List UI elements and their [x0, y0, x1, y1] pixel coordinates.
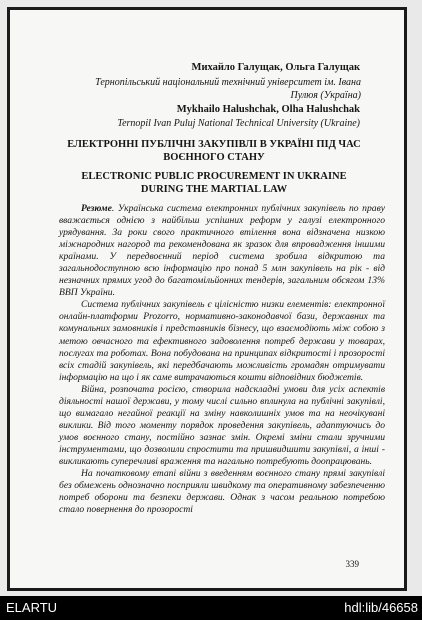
article-body: [59, 203, 385, 516]
document-page: [7, 7, 407, 591]
summary-label: Резюме: [81, 203, 112, 214]
affiliation-english: Ternopil Ivan Puluj National Technical University (Ukraine): [117, 118, 360, 129]
footer-bar: [0, 596, 422, 620]
handle-identifier: hdl:lib/46658: [344, 600, 418, 615]
body-paragraph-4: На початковому етапі війни з введенням воєнного стану прямі закупівлі без обмежень однозначно посприяли швидкому та оперативному забезпеченню потреб оборони та безпеки держави. Однак з часом реальною потребою стало повернення до прозорості: [59, 468, 385, 516]
authors-english: Mykhailo Halushchak, Olha Halushchak: [176, 104, 360, 115]
page-number: 339: [345, 559, 359, 569]
body-paragraph-3: Війна, розпочата росією, створила надскладні умови для усіх аспектів діяльності нашої держави, у тому числі сильно вплинула на публічні закупівлі, що вимагало негайної реакції на зміну навколишніх умов та на неочікувані виклики. Від того моменту порядок проведення закупівель, адаптуючись до умов воєнного стану, постійно зазнає змін. Окремі зміни стали зручними інструментами, що дозволили спростити та пришвидшити закупівлі, а інші - викликають суперечливі враження та нагально потребують доопрацювань.: [59, 383, 385, 467]
summary-paragraph: [59, 203, 385, 299]
title-english: ELECTRONIC PUBLIC PROCUREMENT IN UKRAINE DURING THE MARTIAL LAW: [81, 171, 347, 195]
title-ukrainian: ЕЛЕКТРОННІ ПУБЛІЧНІ ЗАКУПІВЛІ В УКРАЇНІ ПІД ЧАС ВОЄННОГО СТАНУ: [67, 139, 361, 163]
authors-ukrainian: Михайло Галущак, Ольга Галущак: [191, 62, 360, 73]
body-paragraph-2: Система публічних закупівель є цілісністю низки елементів: електронної онлайн-платформи Prozorro, нормативно-законодавчої бази, державних та комунальних замовників і представників бізнесу, що взаємодіють між собою з метою овчасного та ефективного задоволення потреб держави у товарах, послугах та роботах. Вона побудована на принципах відкритості і прозорості всіх стадій закупівель, які передбачають можливість громадян отримувати інформацію на що і як саме витрачаються кошти відповідних бюджетів.: [59, 299, 385, 383]
summary-text: . Українська система електронних публічних закупівель по праву вважається однією з найбільш успішних реформ у галузі електронного урядування. За роки свого практичного втілення вона відзначена низкою міжнародних нагород та рекомендована як зразок для впровадження іншими країнами. У передвоєнний період система зробила відкритою та загальнодоступною всю інформацію про понад 5 млн закупівель на рік - від незначних прямих угод до багатомільйонних тендерів, загальним обсягом 13% ВВП України.: [59, 203, 385, 299]
repository-name: ELARTU: [6, 600, 58, 615]
affiliation-ukrainian: Тернопільський національний технічний університет ім. Івана Пулюя (Україна): [95, 77, 361, 101]
